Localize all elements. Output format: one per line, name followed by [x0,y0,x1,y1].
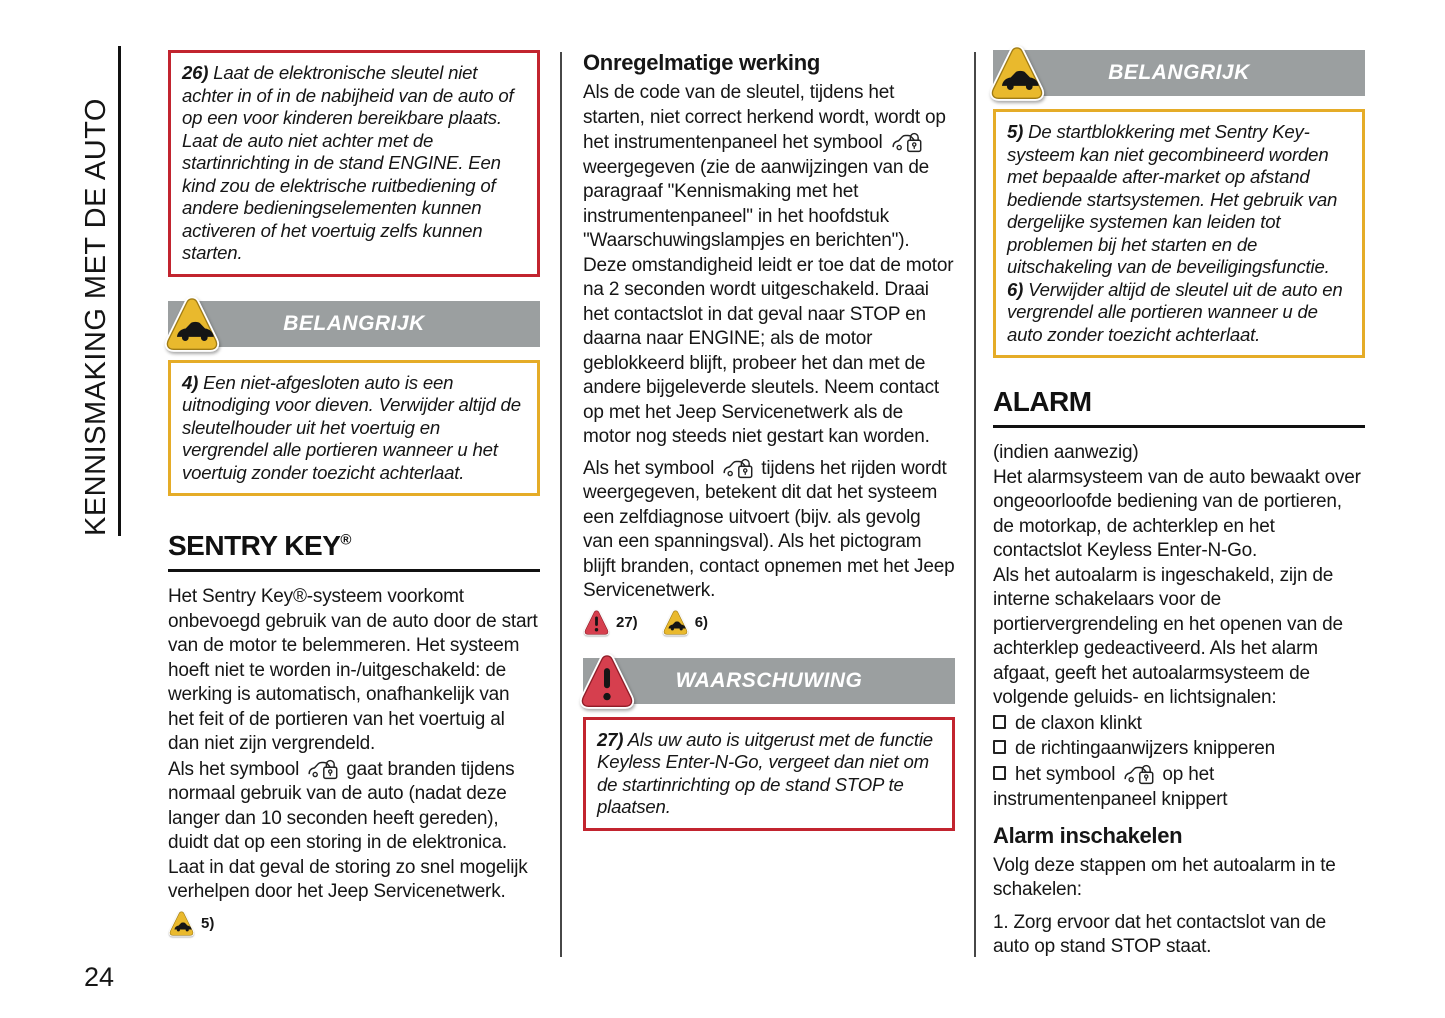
subsection-heading: Onregelmatige werking [583,50,820,75]
note-box-27 [583,717,955,831]
car-with-padlock-symbol [307,757,338,780]
column-1 [168,50,540,937]
text-before-symbol: Als het symbool [168,758,305,780]
page-number: 24 [84,962,115,992]
car-with-padlock-symbol [722,456,753,479]
body-paragraph: Het Sentry Key®-systeem voorkomt onbevoegd gebruik van de auto door de start van de motor te belemmeren. Het systeem hoeft niet te worden in-/uitgeschakeld: de werking is automatisch, onafhankelijk van het feit of de portieren van het voertuig al dan niet zijn vergrendeld. [168,586,538,754]
text-before-symbol: het symbool [1015,763,1121,785]
note-6 [1007,279,1351,347]
note-text: Laat de elektronische sleutel niet achter in of in de nabijheid van de auto of op een voor kinderen bereikbare plaats. Laat de auto niet achter met de startinrichting in de stand ENGINE. Een kind zou de elektrische ruitbediening of andere bedieningselementen kunnen activeren of het voertuig zelfs kunnen starten. [182,62,514,263]
footnote-reference-row [583,609,955,636]
column-2 [583,50,955,831]
body-paragraph-with-symbol [583,456,955,604]
list-item-text: de richtingaanwijzers knipperen [1015,738,1275,759]
text-before-symbol: Als het symbool [583,457,720,479]
square-bullet [993,715,1006,729]
car-warning-triangle-icon [662,609,689,636]
column-divider [974,52,976,957]
list-item-with-symbol [993,762,1365,813]
car-warning-triangle-icon [168,910,195,937]
footnote-ref: 6) [694,613,709,631]
exclamation-warning-triangle-icon [583,609,610,636]
chapter-title-vertical: KENNISMAKING MET DE AUTO [76,46,121,536]
footnote-ref: 27) [616,613,638,631]
heading-text: SENTRY KEY [168,530,341,561]
note-text: Een niet-afgesloten auto is een uitnodiging voor dieven. Verwijder altijd de sleutelhouder uit het voertuig en vergrendel alle portieren wanneer u het voertuig zonder toezicht achterlaat. [182,371,521,483]
belangrijk-banner [993,50,1365,96]
exclamation-warning-triangle-icon [578,652,636,710]
car-warning-triangle-icon [163,295,221,353]
registered-mark: ® [340,531,351,549]
body-paragraph: Het alarmsysteem van de auto bewaakt over ongeoorloofde bediening van de portieren, de motorkap, de achterklep en het contactslot Keyless Enter-N-Go. [993,466,1361,561]
availability-note: (indien aanwezig) [993,442,1139,463]
car-with-padlock-symbol [891,130,922,153]
note-label: 4) [182,371,199,393]
car-with-padlock-symbol [1123,762,1154,785]
note-label: 6) [1007,278,1024,300]
body-paragraph-with-symbol [168,757,540,905]
section-heading-alarm [993,386,1365,428]
text-after-symbol: weergegeven (zie de aanwijzingen van de paragraaf "Kennismaking met het instrumentenpaneel" in het hoofdstuk "Waarschuwingslampjes en berichten"). Deze omstandigheid leidt er toe dat de motor na 2 seconden wordt uitgeschakeld. Draai het contactslot in dat geval naar STOP en daarna naar ENGINE; als de motor geblokkeerd blijft, probeer het dan met de andere bijgeleverde sleutels. Neem contact op met het Jeep Servicenetwerk als de motor nog steeds niet gestart kan worden. [583,156,954,447]
list-item [993,711,1365,737]
note-text: Verwijder altijd de sleutel uit de auto en vergrendel alle portieren wanneer u de auto zonder toezicht achterlaat. [1007,278,1343,345]
body-paragraph-with-symbol [583,81,955,450]
note-text: De startblokkering met Sentry Key-systeem kan niet gecombineerd worden met bepaalde after-market op afstand bediende startsystemen. Het gebruik van dergelijke systemen kan leiden tot problemen bij het starten en de uitschakeling van de beveiligingsfunctie. [1007,121,1338,277]
banner-label: WAARSCHUWING [675,668,863,692]
note-box-5-6 [993,109,1365,358]
list-item [993,736,1365,762]
banner-label: BELANGRIJK [283,311,425,335]
note-label: 5) [1007,121,1024,142]
text-before-symbol: Als de code van de sleutel, tijdens het starten, niet correct herkend wordt, wordt op het instrumentenpaneel het symbool [583,82,946,153]
note-label: 27) [597,728,624,750]
waarschuwing-banner [583,658,955,704]
note-text: Als uw auto is uitgerust met de functie Keyless Enter-N-Go, vergeet dan niet om de startinrichting op de stand STOP te plaatsen. [597,728,933,817]
square-bullet [993,740,1006,754]
banner-label: BELANGRIJK [1108,61,1250,84]
column-divider [560,52,562,957]
subsection-heading: Alarm inschakelen [993,822,1183,848]
text-after-symbol: tijdens het rijden wordt weergegeven, betekent dit dat het systeem een zelfdiagnose uitvoert (bijv. als gevolg van een spanningsval). Als het pictogram blijft branden, contact opnemen met het Jeep Servicenetwerk. [583,457,955,601]
body-paragraph: Als het autoalarm is ingeschakeld, zijn de interne schakelaars voor de portiervergrendeling en het openen van de achterklep gedeactiveerd. Als het alarm afgaat, geeft het autoalarmsysteem de volgende geluids- en lichtsignalen: [993,564,1343,708]
column-3 [993,50,1365,960]
note-5 [1007,121,1351,279]
note-label: 26) [182,62,209,83]
section-heading-sentry-key [168,530,540,572]
numbered-step: 1. Zorg ervoor dat het contactslot van de auto op stand STOP staat. [993,911,1326,957]
note-box-4 [168,360,540,497]
text-after-symbol: op het instrumentenpaneel knippert [993,763,1228,810]
text-after-symbol: gaat branden tijdens normaal gebruik van de auto (nadat deze langer dan 10 seconden heeft gereden), duidt dat op een storing in de elektronica. Laat in dat geval de storing zo snel mogelijk verhelpen door het Jeep Servicenetwerk. [168,758,528,902]
body-paragraph: Volg deze stappen om het autoalarm in te schakelen: [993,854,1336,900]
note-box-26 [168,50,540,277]
footnote-ref: 5) [201,914,215,932]
belangrijk-banner [168,301,540,347]
square-bullet [993,766,1006,780]
heading-text: ALARM [993,386,1092,417]
footnote-reference-row [168,910,540,937]
list-item-text: de claxon klinkt [1015,712,1142,734]
car-warning-triangle-icon [988,44,1046,102]
